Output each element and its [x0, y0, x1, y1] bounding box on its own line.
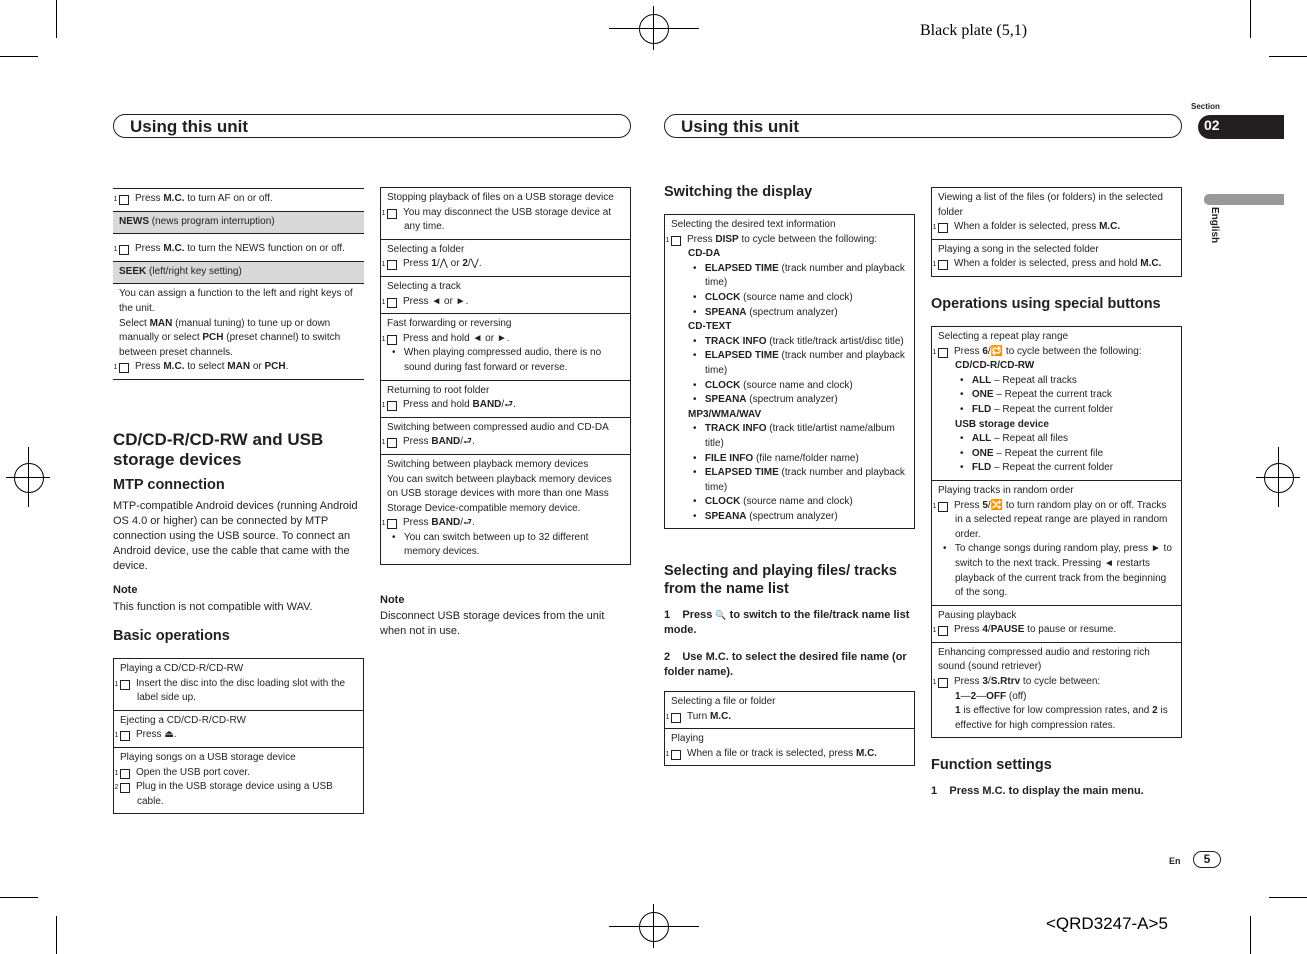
step-number: 1: [120, 769, 130, 779]
step-number: 1: [120, 680, 130, 690]
step-number: 1: [387, 335, 397, 345]
crop-mark: [0, 56, 38, 57]
random-cell: Playing tracks in random order 1 Press 5/🔀 to turn random play on or off. Tracks in a selected repeat range are played in random order. • To change songs during random play, press ► to switch to the next track. Pressing ◄ restarts playback of the current track from the beginning of the song.: [932, 480, 1181, 605]
step-number: 1: [387, 519, 397, 529]
cdda-label: CD-DA: [688, 248, 721, 260]
page-number: 5: [1193, 851, 1221, 868]
fast-forward-cell: Fast forwarding or reversing 1 Press and hold ◄ or ►. • When playing compressed audio, there is no sound during fast forward or reverse.: [381, 313, 630, 379]
step-number: 1: [387, 209, 397, 219]
step-number: 1: [938, 260, 948, 270]
cdtext-label: CD-TEXT: [688, 321, 732, 333]
step-number: 1: [119, 195, 129, 205]
function-step-1: 1 Press M.C. to display the main menu.: [931, 785, 1144, 797]
search-icon: 🔍: [715, 610, 727, 620]
step-number: 2: [120, 783, 130, 793]
sound-retriever-cell: Enhancing compressed audio and restoring rich sound (sound retriever) 1 Press 3/S.Rtrv to cycle between: 1—2—OFF (off) 1 is effective for low compression rates, and 2 is effective for high compression rates.: [932, 642, 1181, 738]
memory-devices-cell: Switching between playback memory devices You can switch between playback memory devices on USB storage devices with more than one Mass Storage Device-compatible memory device. 1 Press BAND/⮐. • You can switch between up to 32 different memory devices.: [381, 454, 630, 564]
step-1: 1 Press 🔍 to switch to the file/track name list mode.: [664, 609, 910, 636]
step-number: 1: [119, 245, 129, 255]
news-cell: 1 Press M.C. to turn the NEWS function on or off.: [113, 233, 364, 261]
note2-text: Disconnect USB storage devices from the unit when not in use.: [380, 610, 605, 637]
crop-mark: [56, 0, 57, 38]
af-cell: 1 Press M.C. to turn AF on or off.: [113, 193, 273, 204]
special-buttons-heading: Operations using special buttons: [931, 296, 1161, 312]
step-number: 1: [671, 236, 681, 246]
plate-label: Black plate (5,1): [920, 22, 1028, 39]
crop-mark: [1250, 916, 1251, 954]
news-setting-row: NEWS (news program interruption): [113, 211, 364, 234]
root-folder-cell: Returning to root folder 1 Press and hold BAND/⮐.: [381, 380, 630, 417]
crop-mark: [1269, 897, 1307, 898]
basic-operations-box: [113, 658, 364, 814]
pause-cell: Pausing playback 1 Press 4/PAUSE to pause or resume.: [932, 605, 1181, 642]
mtp-heading: MTP connection: [113, 477, 225, 493]
language-tab: English: [1209, 207, 1220, 244]
compressed-audio-cell: Switching between compressed audio and CD-DA 1 Press BAND/⮐.: [381, 417, 630, 454]
repeat-cell: Selecting a repeat play range 1 Press 6/🔁 to cycle between the following: CD/CD-R/CD-RW • ALL – Repeat all tracks • ONE – Repeat the current track • FLD – Repeat the current folder USB storage device • ALL – Repeat all files • ONE – Repeat the current file • FLD – Repeat the current folder: [932, 331, 1142, 474]
step-number: 1: [938, 626, 948, 636]
usb-operations-box: [380, 187, 631, 565]
play-usb-cell: Playing songs on a USB storage device 1 Open the USB port cover. 2 Plug in the USB storage device using a USB cable.: [114, 747, 363, 813]
seek-setting-row: SEEK (left/right key setting): [113, 261, 364, 284]
step-number: 1: [938, 348, 948, 358]
note2-label: Note: [380, 594, 405, 606]
section-label: Section: [1191, 102, 1220, 111]
language-tab-bar: [1204, 194, 1284, 205]
select-file-cell: Selecting a file or folder 1 Turn M.C.: [665, 696, 776, 722]
crop-mark: [1269, 56, 1307, 57]
crop-mark: [1250, 0, 1251, 38]
step-number: 1: [387, 260, 397, 270]
crop-mark: [56, 916, 57, 954]
step-number: 1: [938, 223, 948, 233]
file-select-box: [664, 691, 915, 766]
step-number: 1: [938, 678, 948, 688]
special-buttons-box: [931, 326, 1182, 738]
playing-cell: Playing 1 When a file or track is selected, press M.C.: [665, 728, 914, 765]
seek-cell: You can assign a function to the left and right keys of the unit. Select MAN (manual tuning) to tune up or down manually or select PCH (preset channel) to switch between preset channels. 1 Press M.C. to select MAN or PCH.: [113, 283, 364, 379]
folder-box: [931, 187, 1182, 277]
footer-language: En: [1169, 856, 1181, 866]
play-folder-cell: Playing a song in the selected folder 1 When a folder is selected, press and hold M.C.: [932, 239, 1181, 276]
play-cd-cell: Playing a CD/CD-R/CD-RW 1 Insert the disc into the disc loading slot with the label side up.: [114, 663, 346, 704]
step-number: 1: [387, 401, 397, 411]
view-list-cell: Viewing a list of the files (or folders) in the selected folder 1 When a folder is selected, press M.C.: [932, 192, 1163, 233]
step-2: 2 Use M.C. to select the desired file name (or folder name).: [664, 651, 907, 678]
crop-mark: [0, 897, 38, 898]
function-settings-heading: Function settings: [931, 757, 1052, 773]
display-cell: Selecting the desired text information 1 Press DISP to cycle between the following: CD-DA • ELAPSED TIME (track number and playback time) • CLOCK (source name and clock) • SPEANA (spectrum analyzer) CD-TEXT • TRACK INFO (track title/track artist/disc title) • ELAPSED TIME (track number and playback time) • CLOCK (source name and clock) • SPEANA (spectrum analyzer) MP3/WMA/WAV • TRACK INFO (track title/artist name/album title) • FILE INFO (file name/folder name) • ELAPSED TIME (track number and playback time) • CLOCK (source name and clock) • SPEANA (spectrum analyzer): [665, 215, 914, 528]
display-box: [664, 214, 915, 529]
select-folder-cell: Selecting a folder 1 Press 1/⋀ or 2/⋁.: [381, 239, 630, 276]
select-track-cell: Selecting a track 1 Press ◄ or ►.: [381, 276, 630, 313]
step-number: 1: [387, 298, 397, 308]
step-number: 1: [119, 363, 129, 373]
step-number: 1: [938, 502, 948, 512]
cd-usb-heading: CD/CD-R/CD-RW and USB storage devices: [113, 430, 324, 469]
eject-cd-cell: Ejecting a CD/CD-R/CD-RW 1 Press ⏏.: [114, 710, 363, 747]
note1-text: This function is not compatible with WAV.: [113, 601, 313, 613]
switching-display-heading: Switching the display: [664, 184, 813, 200]
section-number: 02: [1204, 117, 1220, 133]
stop-playback-cell: Stopping playback of files on a USB storage device 1 You may disconnect the USB storage device at any time.: [381, 192, 614, 233]
step-number: 1: [671, 713, 681, 723]
tuner-settings-box: [113, 188, 364, 380]
document-code: <QRD3247-A>5: [1046, 914, 1168, 933]
mtp-text: MTP-compatible Android devices (running Android OS 4.0 or higher) can be connected by MTP connection using the USB source. To connect an Android device, use the cable that came with the device.: [113, 500, 358, 572]
select-files-heading: Selecting and playing files/ tracks from the name list: [664, 563, 897, 597]
step-number: 1: [120, 731, 130, 741]
basic-operations-heading: Basic operations: [113, 628, 230, 644]
mp3-label: MP3/WMA/WAV: [688, 408, 762, 420]
step-number: 1: [387, 438, 397, 448]
step-number: 1: [671, 750, 681, 760]
right-section-header: Using this unit: [664, 114, 1182, 138]
note1-label: Note: [113, 584, 138, 596]
left-section-header: Using this unit: [113, 114, 631, 138]
